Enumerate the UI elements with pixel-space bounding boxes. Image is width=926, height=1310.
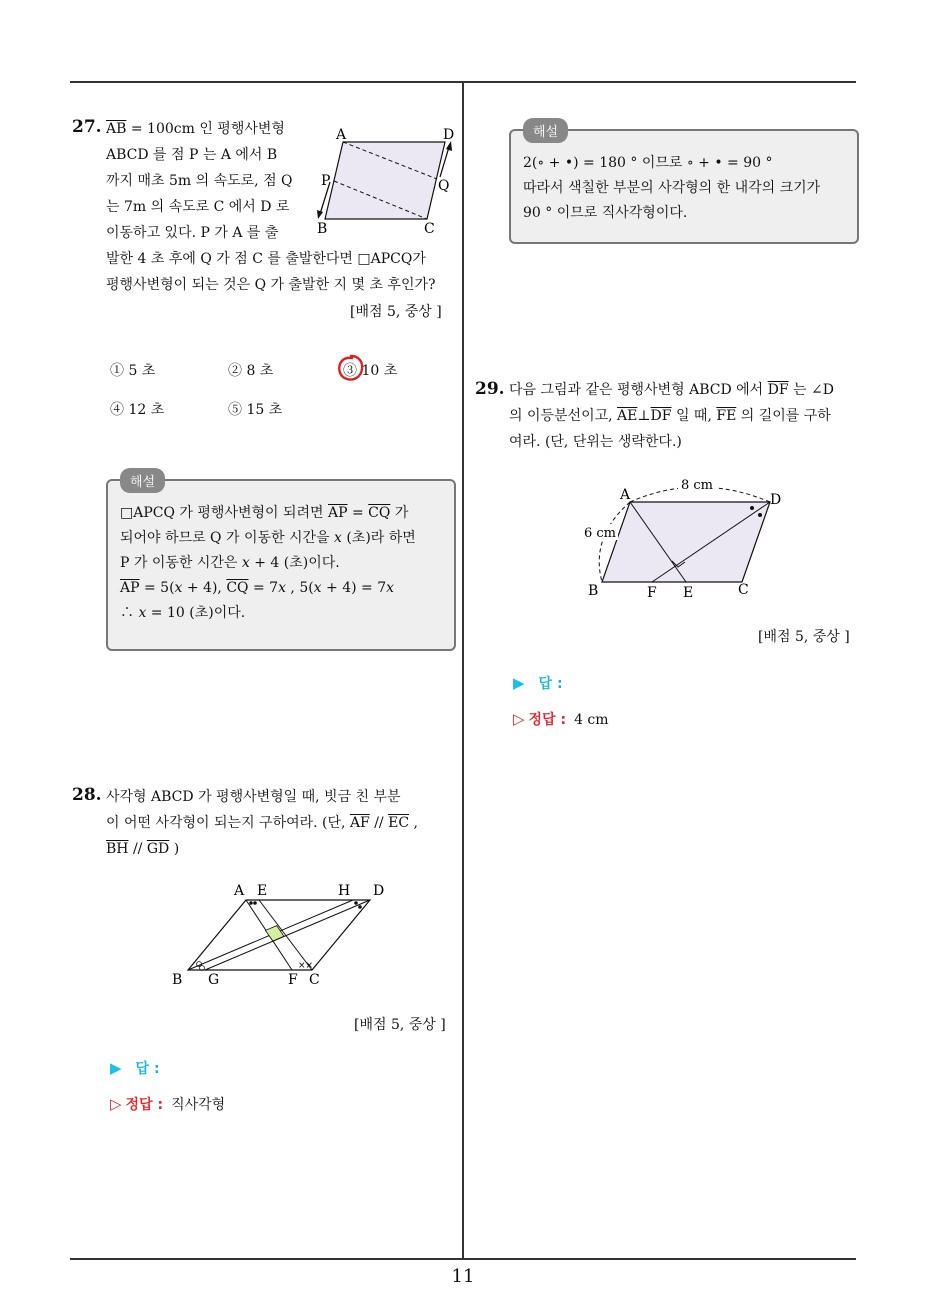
q29-side-length: 6 cm xyxy=(584,526,617,541)
q27-choice-3[interactable]: ③ 10 초 xyxy=(343,363,398,379)
q27-line: 발한 4 초 후에 Q 가 점 C 를 출발한다면 □APCQ가 xyxy=(106,251,426,267)
q27-line: ABCD 를 점 P 는 A 에서 B xyxy=(106,147,278,163)
q28-explanation-tag: 해설 xyxy=(523,118,568,143)
svg-text:××: ×× xyxy=(298,961,314,971)
q28-text xyxy=(106,784,418,862)
text-line: P 가 이동한 시간은 𝑥 + 4 (초)이다. xyxy=(120,555,340,571)
text-line: 되어야 하므로 Q 가 이동한 시간을 𝑥 (초)라 하면 xyxy=(120,530,416,546)
correct-mark-icon xyxy=(335,352,367,384)
correct-triangle-icon: ▷ xyxy=(513,710,525,728)
q28-correct-value: 직사각형 xyxy=(171,1097,226,1113)
q27-choice-4[interactable]: ④ 12 초 xyxy=(110,402,165,418)
correct-triangle-icon: ▷ xyxy=(110,1095,122,1113)
q27-number: 27. xyxy=(72,117,102,137)
q29-figure xyxy=(578,472,798,602)
q28-number: 28. xyxy=(72,785,102,805)
q27-score: [배점 5, 중상 ] xyxy=(350,304,442,320)
q29-label-C: C xyxy=(738,582,749,598)
q27-line: 는 7m 의 속도로 C 에서 D 로 xyxy=(106,199,290,215)
text-line: 다음 그림과 같은 평행사변형 ABCD 에서 $\overline{DF}$ 는 ∠D xyxy=(509,382,834,398)
q29-correct-label: 정답 : xyxy=(528,712,567,728)
q27-choice-5[interactable]: ⑤ 15 초 xyxy=(228,402,283,418)
q28-label-C: C xyxy=(309,972,320,988)
q29-label-D: D xyxy=(770,492,782,508)
text-line: 사각형 ABCD 가 평행사변형일 때, 빗금 친 부분 xyxy=(106,789,401,805)
q28-label-F: F xyxy=(288,972,298,988)
q28-label-B: B xyxy=(172,972,183,988)
q27-label-P: P xyxy=(321,173,331,189)
q28-expl-line: 따라서 색칠한 부분의 사각형의 한 내각의 크기가 xyxy=(523,180,821,196)
q28-hatched-rect xyxy=(265,926,284,941)
q27-explanation-box xyxy=(106,475,456,651)
text-line: □APCQ 가 평행사변형이 되려면 $\overline{AP} = \overline{CQ}$ 가 xyxy=(120,505,409,521)
q28-score: [배점 5, 중상 ] xyxy=(354,1017,446,1033)
q27-choice-2[interactable]: ② 8 초 xyxy=(228,363,274,379)
q27-explanation-body xyxy=(120,501,416,626)
text-line: $\overline{BH} // \overline{GD}$ ) xyxy=(106,841,180,857)
q28-correct-row xyxy=(110,1094,225,1114)
q27-label-A: A xyxy=(336,127,347,143)
q28-label-D: D xyxy=(373,883,385,899)
q28-explanation-box xyxy=(509,125,859,244)
q29-number: 29. xyxy=(475,379,505,399)
answer-triangle-icon: ▶ xyxy=(110,1059,122,1077)
q28-label-E: E xyxy=(257,883,268,899)
page-number: 11 xyxy=(451,1266,475,1287)
q28-label-H: H xyxy=(338,883,351,899)
q28-expl-line: 2(∘ + •) = 180 ° 이므로 ∘ + • = 90 ° xyxy=(523,155,773,171)
q27-line: 까지 매초 5m 의 속도로, 점 Q xyxy=(106,173,293,189)
text-line: $\overline{AP}$ = 5(𝑥 + 4), $\overline{CQ}$ = 7𝑥 , 5(𝑥 + 4) = 7𝑥 xyxy=(120,580,395,596)
q28-expl-line: 90 ° 이므로 직사각형이다. xyxy=(523,205,688,221)
q27-label-B: B xyxy=(317,221,328,237)
q29-top-length: 8 cm xyxy=(681,478,714,493)
text-line: 이 어떤 사각형이 되는지 구하여라. (단, $\overline{AF} // \overline{EC}$ , xyxy=(106,815,418,831)
q27-line: 평행사변형이 되는 것은 Q 가 출발한 지 몇 초 후인가? xyxy=(106,277,436,293)
q29-score: [배점 5, 중상 ] xyxy=(758,629,850,645)
q29-answer-row xyxy=(513,673,563,693)
q27-choice-1[interactable]: ① 5 초 xyxy=(110,363,156,379)
q27-label-Q: Q xyxy=(438,178,450,194)
q29-label-B: B xyxy=(588,583,599,599)
q28-answer-label: 답 : xyxy=(135,1061,160,1077)
q29-text xyxy=(509,377,834,455)
q27-label-D: D xyxy=(443,127,455,143)
q28-label-A: A xyxy=(234,883,245,899)
answer-triangle-icon: ▶ xyxy=(513,674,525,692)
q29-label-A: A xyxy=(620,487,631,503)
q28-figure xyxy=(168,876,398,991)
q29-label-F: F xyxy=(647,585,657,601)
text-line: 의 이등분선이고, $\overline{AE}\perp\overline{DF}$ 일 때, $\overline{FE}$ 의 길이를 구하 xyxy=(509,408,831,424)
q29-answer-label: 답 : xyxy=(538,676,563,692)
q28-correct-label: 정답 : xyxy=(125,1097,164,1113)
q28-explanation-body xyxy=(523,151,820,226)
bottom-rule xyxy=(70,1258,856,1260)
q27-line: $\overline{AB} = 100cm$ 인 평행사변형 xyxy=(106,121,285,137)
q29-correct-row xyxy=(513,709,609,729)
q28-answer-row xyxy=(110,1058,160,1078)
q27-explanation-tag: 해설 xyxy=(120,468,165,493)
q27-line: 이동하고 있다. P 가 A 를 출 xyxy=(106,225,279,241)
q27-parallelogram xyxy=(325,142,445,219)
q27-figure xyxy=(310,122,465,237)
q29-parallelogram xyxy=(602,502,770,582)
text-line: ∴ 𝑥 = 10 (초)이다. xyxy=(120,605,246,621)
column-divider xyxy=(462,83,464,1258)
q27-label-C: C xyxy=(424,221,435,237)
q29-label-E: E xyxy=(683,585,694,601)
text-line: 여라. (단, 단위는 생략한다.) xyxy=(509,434,682,450)
q29-correct-value: 4 cm xyxy=(574,712,609,728)
q28-label-G: G xyxy=(208,972,220,988)
